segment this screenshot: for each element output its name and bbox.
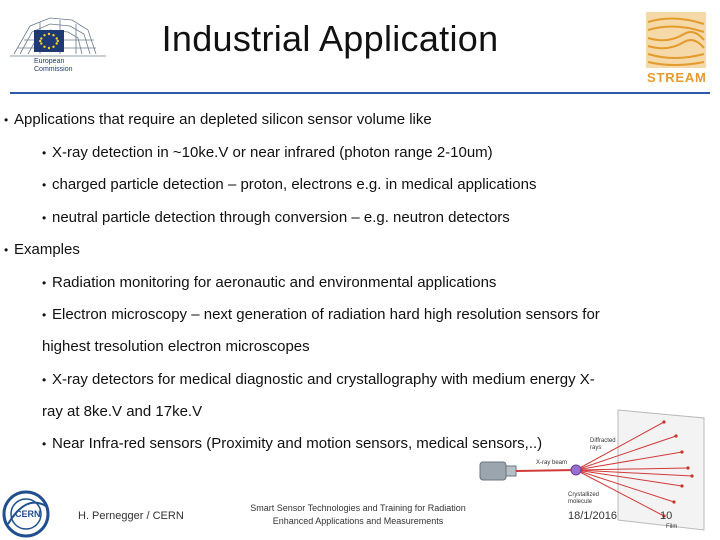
label-xray-beam: X-ray beam [536, 460, 568, 466]
bullet-text: Electron microscopy – next generation of radiation hard high resolution sensors for [52, 306, 600, 323]
bullet-dot: • [42, 308, 47, 322]
xray-beam-line [516, 470, 576, 471]
label-molecule: molecule [568, 499, 593, 505]
slide-title: Industrial Application [161, 18, 499, 59]
bullet-dot: • [42, 146, 47, 160]
label-film: Film [666, 524, 678, 530]
bullet-text: Applications that require an depleted silicon sensor volume like [14, 111, 432, 128]
eu-caption-line2: Commission [34, 66, 73, 73]
label-rays: rays [590, 445, 602, 451]
footer-title [228, 502, 488, 528]
bullet-dot: • [42, 373, 47, 387]
footer-title-line1: Smart Sensor Technologies and Training for Radiation [250, 503, 466, 513]
footer-title-line2: Enhanced Applications and Measurements [272, 516, 444, 526]
bullet-radiation-monitoring [42, 273, 496, 293]
bullet-text: charged particle detection – proton, electrons e.g. in medical applications [52, 176, 537, 193]
bullet-dot: • [42, 437, 47, 451]
bullet-xray-detection [42, 143, 493, 163]
cern-logo [0, 484, 62, 540]
xray-tube-icon [480, 462, 506, 480]
bullet-examples [4, 240, 80, 260]
crystal-molecule-icon [571, 465, 581, 475]
bullet-dot: • [4, 113, 9, 127]
cern-logo-text: CERN [15, 509, 41, 519]
bullet-text: Radiation monitoring for aeronautic and environmental applications [52, 274, 497, 291]
bullet-text: Near Infra-red sensors (Proximity and motion sensors, medical sensors,..) [52, 435, 543, 452]
footer-author: H. Pernegger / CERN [78, 510, 184, 522]
bullet-text: X-ray detection in ~10ke.V or near infrared (photon range 2-10um) [52, 144, 493, 161]
bullet-text: Examples [14, 241, 80, 258]
bullet-electron-microscopy [42, 305, 600, 325]
footer-date: 18/1/2016 [568, 510, 617, 522]
bullet-dot: • [42, 211, 47, 225]
bullet-xray-detectors-cont: ray at 8ke.V and 17ke.V [42, 403, 203, 420]
bullet-charged-particle [42, 175, 536, 195]
stream-logo-text: STREAM [647, 70, 707, 85]
bullet-neutral-particle [42, 208, 510, 228]
bullet-applications [4, 110, 432, 130]
slide-number: 10 [660, 510, 673, 522]
xray-tube-nozzle [506, 466, 516, 476]
bullet-text: neutral particle detection through conversion – e.g. neutron detectors [52, 209, 510, 226]
label-crystallized: Crystallized [568, 492, 600, 498]
bullet-dot: • [42, 276, 47, 290]
bullet-electron-microscopy-cont: highest tresolution electron microscopes [42, 338, 310, 355]
bullet-dot: • [4, 243, 9, 257]
label-diffracted: Diffracted [590, 438, 616, 444]
bullet-dot: • [42, 178, 47, 192]
bullet-xray-detectors [42, 370, 595, 390]
bullet-text: X-ray detectors for medical diagnostic and crystallography with medium energy X- [52, 371, 595, 388]
eu-caption-line1: European [34, 58, 65, 65]
